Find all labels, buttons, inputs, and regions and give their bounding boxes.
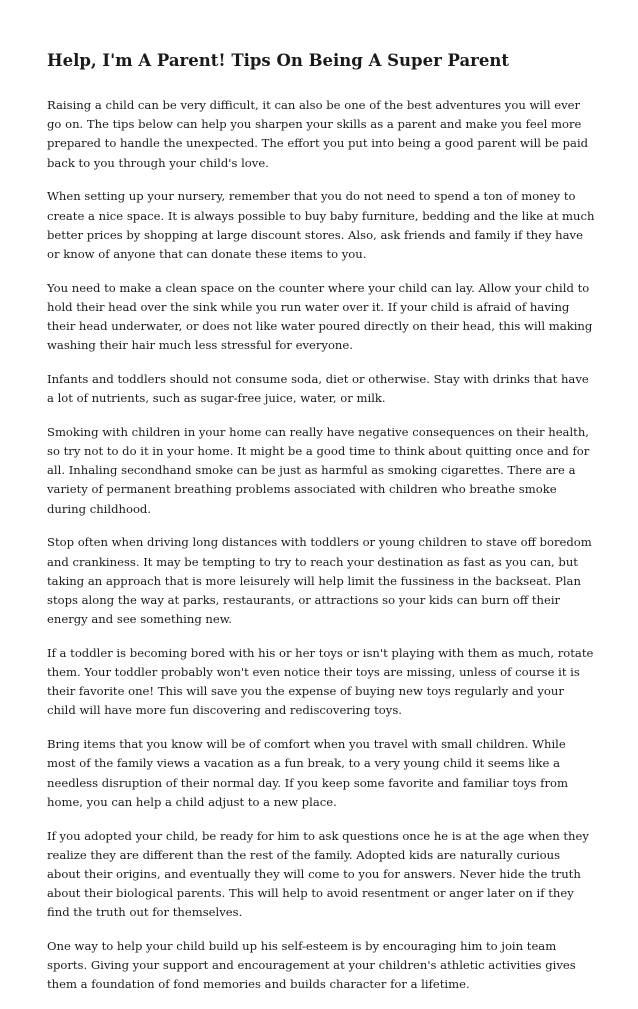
paragraph-travel: Bring items that you know will be of comfort when you travel with small children. While most of the family views a vacation as a fun break, to a very young child it seems like a needless disruption of their normal day. If you keep some favorite and familiar toys from home, you can help a child adjust to a new place. xyxy=(47,737,568,809)
paragraph-adoption: If you adopted your child, be ready for him to ask questions once he is at the age when they realize they are different than the rest of the family. Adopted kids are naturally curious about their origins, and eventually they will come to you for answers. Never hide the truth about their biological parents. This will help to avoid resentment or anger later on if they find the truth out for themselves. xyxy=(47,828,589,920)
document-page xyxy=(47,50,595,1009)
paragraph-hair-washing: You need to make a clean space on the counter where your child can lay. Allow your child to hold their head over the sink while you run water over it. If your child is afraid of having their head underwater, or does not like water poured directly on their head, this will making washing their hair much less stressful for everyone. xyxy=(47,280,593,353)
paragraph-drinks: Infants and toddlers should not consume soda, diet or otherwise. Stay with drinks that have a lot of nutrients, such as sugar-free juice, water, or milk. xyxy=(47,371,589,406)
paragraph-toys: If a toddler is becoming bored with his or her toys or isn't playing with them as much, rotate them. Your toddler probably won't even notice their toys are missing, unless of course it is their favorite one! This will save you the expense of buying new toys regularly and your child will have more fun discovering and rediscovering toys. xyxy=(47,645,594,718)
paragraph-smoking: Smoking with children in your home can really have negative consequences on their health, so try not to do it in your home. It might be a good time to think about quitting once and for all. Inhaling secondhand smoke can be just as harmful as smoking cigarettes. There are a variety of permanent breathing problems associated with children who breathe smoke during childhood. xyxy=(47,424,590,516)
paragraph-intro: Raising a child can be very difficult, it can also be one of the best adventures you will ever go on. The tips below can help you sharpen your skills as a parent and make you feel more prepared to handle the unexpected. The effort you put into being a good parent will be paid back to you through your child's love. xyxy=(47,98,589,170)
paragraph-driving: Stop often when driving long distances with toddlers or young children to stave off boredom and crankiness. It may be tempting to try to reach your destination as fast as you can, but taking an approach that is more leisurely will help limit the fussiness in the backseat. Plan stops along the way at parks, restaurants, or attractions so your kids can burn off their energy and see something new. xyxy=(47,535,592,627)
paragraph-self-esteem: One way to help your child build up his self-esteem is by encouraging him to join team sports. Giving your support and encouragement at your children's athletic activities gives them a foundation of fond memories and builds character for a lifetime. xyxy=(47,939,576,992)
document-title: Help, I'm A Parent! Tips On Being A Super Parent xyxy=(47,51,509,70)
paragraph-nursery: When setting up your nursery, remember that you do not need to spend a ton of money to create a nice space. It is always possible to buy baby furniture, bedding and the like at much better prices by shopping at large discount stores. Also, ask friends and family if they have or know of anyone that can donate these items to you. xyxy=(47,189,595,261)
